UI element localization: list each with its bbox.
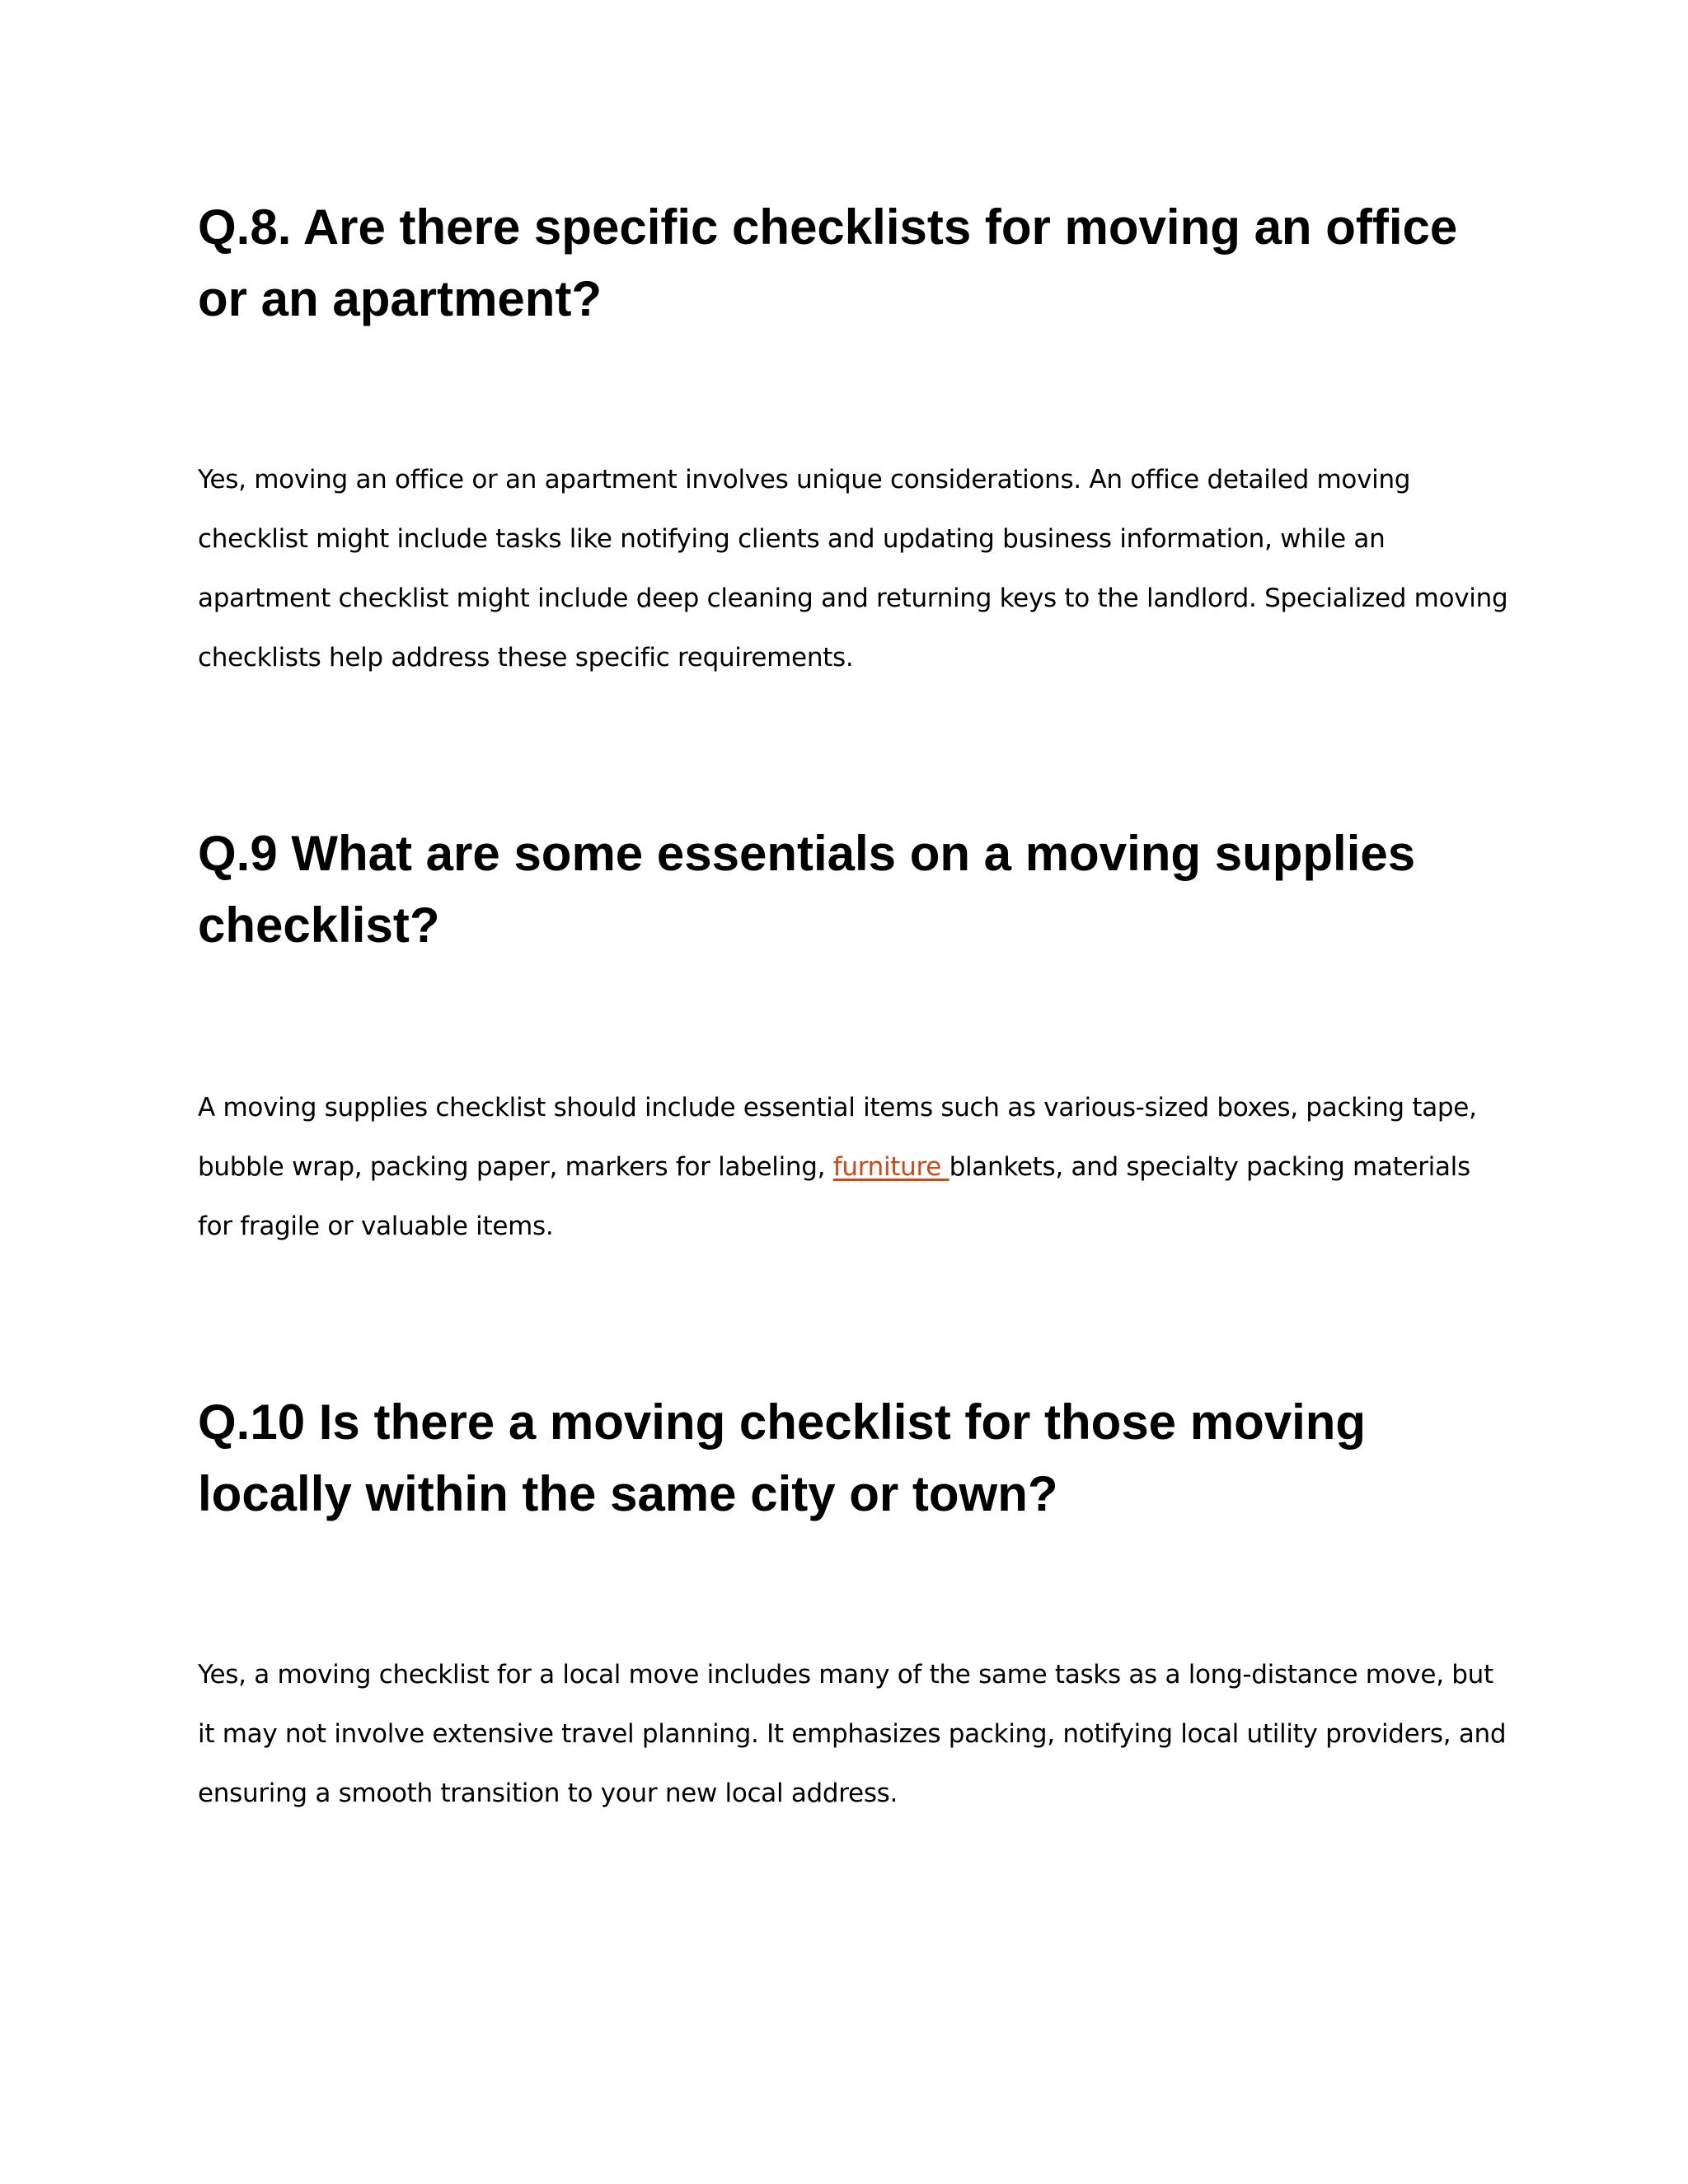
faq-answer-9-text-after-link: blankets, and specialty packing materials for fragile or valuable items.	[198, 1152, 1470, 1241]
faq-answer-9	[198, 1078, 1508, 1256]
faq-question-9: Q.9 What are some essentials on a moving supplies checklist?	[198, 826, 1416, 953]
faq-answer-9-text-before-link: A moving supplies checklist should include essential items such as various-sized boxes, packing tape, bubble wrap, packing paper, markers for labeling,	[198, 1093, 1477, 1182]
furniture-link[interactable]: furniture	[832, 1152, 950, 1182]
faq-answer-8: Yes, moving an office or an apartment involves unique considerations. An office detailed moving checklist might include tasks like notifying clients and updating business information, while an apartment checklist might include deep cleaning and returning keys to the landlord. Specialized moving checklists help address these specific requirements.	[198, 465, 1508, 673]
faq-answer-10: Yes, a moving checklist for a local move includes many of the same tasks as a long-distance move, but it may not involve extensive travel planning. It emphasizes packing, notifying local utility providers, and ensuring a smooth transition to your new local address.	[198, 1660, 1507, 1808]
faq-question-10: Q.10 Is there a moving checklist for those moving locally within the same city or town?	[198, 1394, 1367, 1521]
faq-question-8: Q.8. Are there specific checklists for moving an office or an apartment?	[198, 199, 1458, 326]
